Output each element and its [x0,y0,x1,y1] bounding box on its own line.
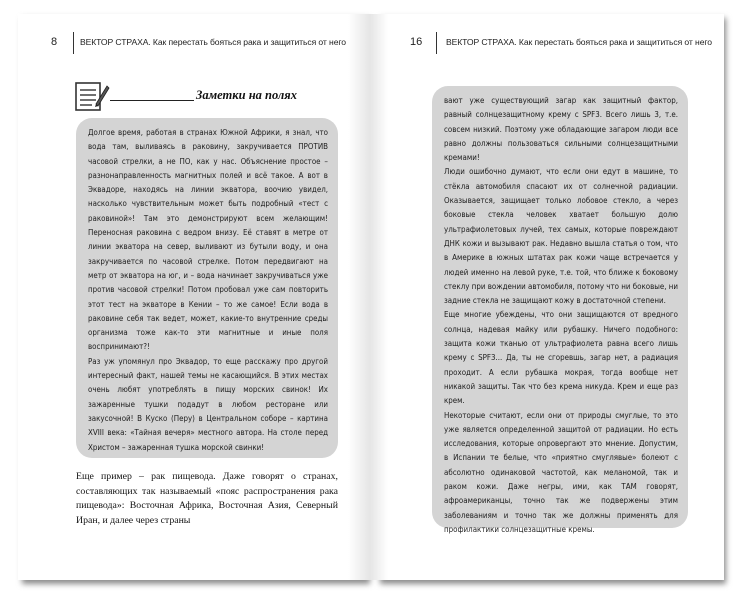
main-body-text: Еще пример – рак пищевода. Даже говорят о странах, составляющих так называемый «пояс распространения рака пищевода»: Восточная Африка, Восточная Азия, Северный Иран, и далее через страны [76,471,338,526]
continued-notes-box [432,86,688,534]
left-gutter-shade [348,14,370,580]
margin-notes-box [76,118,338,458]
notebook-pencil-icon [74,80,110,112]
box-paragraph: Некоторые считают, если они от природы смуглые, то это уже является определенной защитой от радиации. Но есть исследования, которые опровергают это мнение. Допустим, в Испании те белые, что «приятно смуглявые» болеют с абсолютно одинаковой частотой, как меланомой, так и раком кожи. Даже негры, ими, как ТАМ говорят, афроамериканцы, точно так же подвержены этим заболеваниям и точно так же должны применять для профилактики солнцезащитные кремы. [444,410,678,534]
box-paragraph: вают уже существующий загар как защитный фактор, равный солнцезащитному крему с SPF3. Всего лишь 3, т.е. совсем низкий. Поэтому уже обладающие загаром люди все равно должны пользоваться сильными солнцезащитными кремами! [444,96,678,163]
box-paragraph: Раз уж упомянул про Эквадор, то еще расскажу про другой интересный факт, нашей темы не касающийся. В этих местах очень любят употреблять в пищу морских свинок! Их зажаренные тушки подадут в любом ресторане или закусочной! В Куско (Перу) в Центральном соборе – картина XVIII века: «Тайная вечеря» местного автора. На столе перед Христом – зажаренная тушка морской свинки! [88,356,328,452]
box-paragraph: Люди ошибочно думают, что если они едут в машине, то стёкла автомобиля спасают их от солнечной радиации. Оказывается, защищает только лобовое стекло, а через боковые стекла человек хватает большую долю ультрафиолетовых лучей, тех самых, которые повреждают ДНК кожи и вызывают рак. Недавно вышла статья о том, что в Америке в южных штатах рак кожи чаще встречается у людей именно на левой руке, т.е. той, что ближе к боковому стеклу при вождении автомобиля, потому что ни боковые, ни задние стекла не защищают кожу в достаточной степени. [444,167,679,306]
right-gutter-shade [370,14,388,580]
left-header-divider [73,32,74,54]
left-running-head: ВЕКТОР СТРАХА. Как перестать бояться рака и защититься от него [80,37,346,47]
box-paragraph: Еще многие убеждены, что они защищаются от вредного солнца, надевая майку или рубашку. Ничего подобного: защита кожи тканью от ультрафиолета равна всего лишь крему с SPF3... Да, ты не сгоревшь, загар нет, а радиация проходит. А если рубашка мокрая, тогда вообще нет никакой защиты. Так что без крема никуда. Крем и еще раз крем. [444,310,678,406]
right-running-head: ВЕКТОР СТРАХА. Как перестать бояться рака и защититься от него [446,37,712,47]
notes-heading-rule [110,100,194,101]
box-paragraph: Долгое время, работая в странах Южной Африки, я знал, что вода там, выливаясь в раковину, закручивается ПРОТИВ часовой стрелки, а не ПО, как у нас. Объяснение простое – разнонаправленность магнитных полей и всё такое. А вот в Эквадоре, находясь на линии экватора, воочию увидел, насколько чувствительным может быть подробный «тест с раковиной»! Там это демонстрируют всем желающим! Переносная раковина с ведром внизу. Её ставят в метре от линии экватора на север, выливают из бутыли воду, и она закручивается по часовой стрелке. Потом передвигают на метр от экватора на юг, и – вода начинает закручиваться уже против часовой стрелки! Потом пробовал уже сам повторить этот тест на экваторе в Кении – то же самое! Если вода в раковине себя так ведет, может, какие-то внутренние среды организма тоже как-то эти магнитные и иные поля воспринимают?! [88,128,328,352]
notes-heading: Заметки на полях [196,88,298,102]
right-page-number: 16 [410,36,423,48]
left-page-number: 8 [51,36,58,48]
right-header-divider [436,32,437,54]
